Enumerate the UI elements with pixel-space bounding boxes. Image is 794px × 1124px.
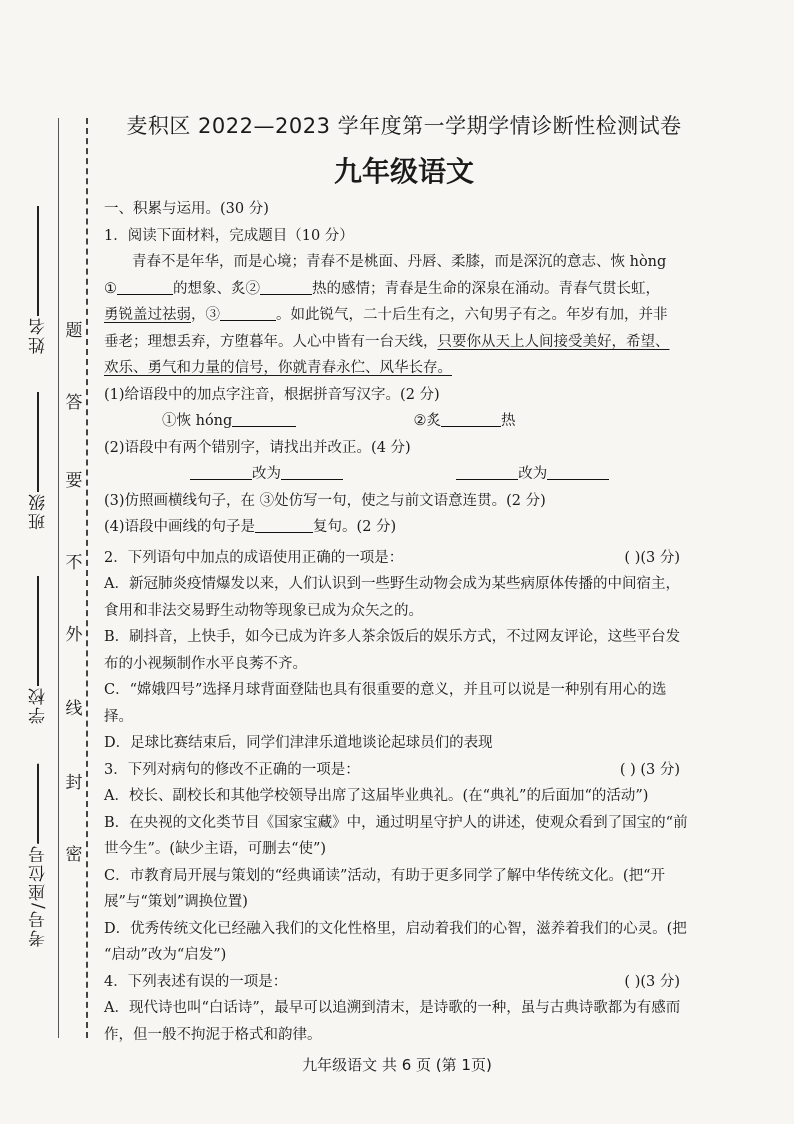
margin-dashed-line (86, 118, 88, 1038)
q1-sub1: (1)给语段中的加点字注音，根据拼音写汉字。(2 分) (104, 386, 440, 403)
q1-sub1-b-tail: 热 (501, 413, 516, 429)
exam-subtitle: 九年级语文 (333, 155, 474, 188)
seal-char: 外 (65, 625, 83, 645)
q1-passage-text: 的想象、炙② (173, 280, 260, 297)
q1-sub1-b-blank[interactable] (441, 410, 501, 427)
school-field[interactable] (26, 570, 51, 724)
seat-blank[interactable] (38, 764, 40, 844)
q1-blank-1[interactable] (117, 278, 173, 295)
q1-passage-line (104, 276, 704, 303)
q2-option-a: A．新冠肺炎疫情爆发以来，人们认识到一些野生动物会成为某些病原体传播的中间宿主， (104, 576, 680, 592)
q4-option-a-cont: 作，但一般不拘泥于格式和韵律。 (104, 1026, 322, 1043)
seat-field[interactable] (26, 758, 51, 947)
q2-option-d: D．足球比赛结束后，同学们津津乐道地谈论起球员们的表现 (104, 735, 493, 751)
q2-option-b-cont: 布的小视频制作水平良莠不齐。 (104, 655, 307, 672)
q1-underlined-text: 只要你从天上人间接受美好，希望、 (437, 333, 670, 350)
q1-sub2-mid: 改为 (518, 466, 548, 482)
name-label: 姓名 (29, 316, 49, 354)
page-footer: 九年级语文 共 6 页 (第 1页) (302, 1056, 492, 1074)
section-heading: 一、积累与运用。(30 分) (104, 201, 269, 217)
seal-char: 线 (65, 699, 83, 719)
exam-title: 麦积区 2022—2023 学年度第一学期学情诊断性检测试卷 (126, 114, 682, 138)
q4-stem-line (104, 969, 704, 996)
q3-option-c: C．市教育局开展与策划的“经典诵读”活动，有助于更多同学了解中华传统文化。(把“开 (104, 867, 665, 884)
q3-option-c-cont: 展”与“策划”调换位置) (104, 894, 248, 910)
q1-sub4-text: (4)语段中画线的句子是 (104, 519, 256, 535)
q1-passage-line: 青春不是年华，而是心境；青春不是桃面、丹唇、柔膝，而是深沉的意志、恢 hòng (132, 254, 667, 270)
seal-char: 题 (65, 321, 83, 341)
q4-answer-paren[interactable]: ( )(3 分) (624, 973, 680, 990)
q2-option-b: B．刷抖音，上快手，如今已成为许多人茶余饭后的娱乐方式，不过网友评论，这些平台发 (104, 629, 681, 645)
school-label: 学校 (29, 686, 49, 724)
q3-option-d: D．优秀传统文化已经融入我们的文化性格里，启动着我们的心智，滋养着我们的心灵。(把 (104, 920, 687, 937)
q1-sub2-blank-1[interactable] (190, 463, 252, 480)
seal-char: 封 (65, 773, 83, 793)
q4-option-a: A．现代诗也叫“白话诗”，最早可以追溯到清末，是诗歌的一种，虽与古典诗歌都为有感而 (104, 1000, 681, 1016)
q1-sub1-a-blank[interactable] (232, 410, 296, 427)
q2-stem-line (104, 545, 704, 572)
q3-option-d-cont: “启动”改为“启发”) (104, 947, 227, 963)
seal-char: 不 (65, 553, 83, 573)
q2-stem: 2．下列语句中加点的成语使用正确的一项是： (104, 549, 404, 566)
seat-label: 考号/座位号 (29, 844, 49, 947)
seal-char: 密 (65, 845, 83, 865)
q1-sub3: (3)仿照画横线句子，在 ③处仿写一句，使之与前文语意连贯。(2 分) (104, 492, 546, 509)
class-label: 班级 (29, 492, 49, 530)
q1-sub2-blank-3[interactable] (456, 463, 518, 480)
q2-answer-paren[interactable]: ( )(3 分) (624, 549, 680, 566)
q3-option-b-cont: 世今生”。(缺少主语，可删去“使”) (104, 841, 327, 857)
class-blank[interactable] (38, 392, 40, 492)
q1-passage-text: 热的感情；青春是生命的深泉在涌动。青春气贯长虹， (312, 280, 660, 297)
q2-option-a-cont: 食用和非法交易野生动物等现象已成为众矢之的。 (104, 602, 423, 619)
q1-sub4-text: 复句。(2 分) (313, 519, 397, 535)
q1-underlined-text: 勇锐盖过祛弱 (104, 307, 191, 323)
class-field[interactable] (26, 386, 51, 530)
q1-blank-3[interactable] (220, 304, 276, 321)
q1-sub1-b-label: ②炙 (413, 413, 442, 429)
q1-stem: 1．阅读下面材料，完成题目（10 分） (104, 227, 354, 244)
q1-sub4-blank[interactable] (255, 516, 313, 533)
q1-sub2: (2)语段中有两个错别字，请找出并改正。(4 分) (104, 439, 411, 456)
q1-sub2-blank-4[interactable] (547, 463, 609, 480)
q1-blank-2[interactable] (260, 278, 312, 295)
school-blank[interactable] (38, 576, 40, 686)
q1-passage-line (104, 302, 704, 329)
q3-answer-paren[interactable]: ( ) (3 分) (619, 761, 680, 778)
q1-sub2-mid: 改为 (252, 466, 281, 482)
q2-option-c-cont: 择。 (104, 708, 133, 725)
q3-option-a: A．校长、副校长和其他学校领导出席了这届毕业典礼。(在“典礼”的后面加“的活动”) (104, 788, 649, 804)
exam-content (104, 110, 704, 1048)
q2-option-c: C．“嫦娥四号”选择月球背面登陆也具有很重要的意义，并且可以说是一种别有用心的选 (104, 682, 667, 698)
q1-sub2-answers (104, 461, 704, 488)
seal-char: 答 (65, 393, 83, 413)
q1-passage-text: ，③ (191, 307, 220, 323)
q4-stem: 4．下列表述有误的一项是： (104, 973, 288, 990)
q1-sub4 (104, 514, 704, 541)
name-blank[interactable] (38, 206, 40, 316)
q1-passage-text: 垂老；理想丢弃，方堕暮年。人心中皆有一台天线， (104, 333, 438, 350)
margin-solid-line (58, 118, 59, 1038)
q1-passage-text: 。如此锐气，二十后生有之，六旬男子有之。年岁有加，并非 (276, 307, 668, 323)
q3-option-b: B．在央视的文化类节目《国家宝藏》中，通过明星守护人的讲述，使观众看到了国宝的“前 (104, 814, 688, 831)
q1-passage-line (104, 355, 704, 382)
seal-char: 要 (65, 471, 83, 491)
q3-stem: 3．下列对病句的修改不正确的一项是： (104, 761, 360, 778)
q1-passage-line (104, 329, 704, 356)
name-field[interactable] (26, 200, 51, 354)
q1-sub2-blank-2[interactable] (281, 463, 343, 480)
q1-sub1-a-label: ①恢 hóng (162, 413, 233, 429)
q1-sub1-answers (104, 408, 704, 435)
q1-underlined-text: 欢乐、勇气和力量的信号，你就青春永伫、风华长存。 (104, 360, 452, 376)
q1-passage-text: ① (104, 280, 117, 297)
q3-stem-line (104, 757, 704, 784)
